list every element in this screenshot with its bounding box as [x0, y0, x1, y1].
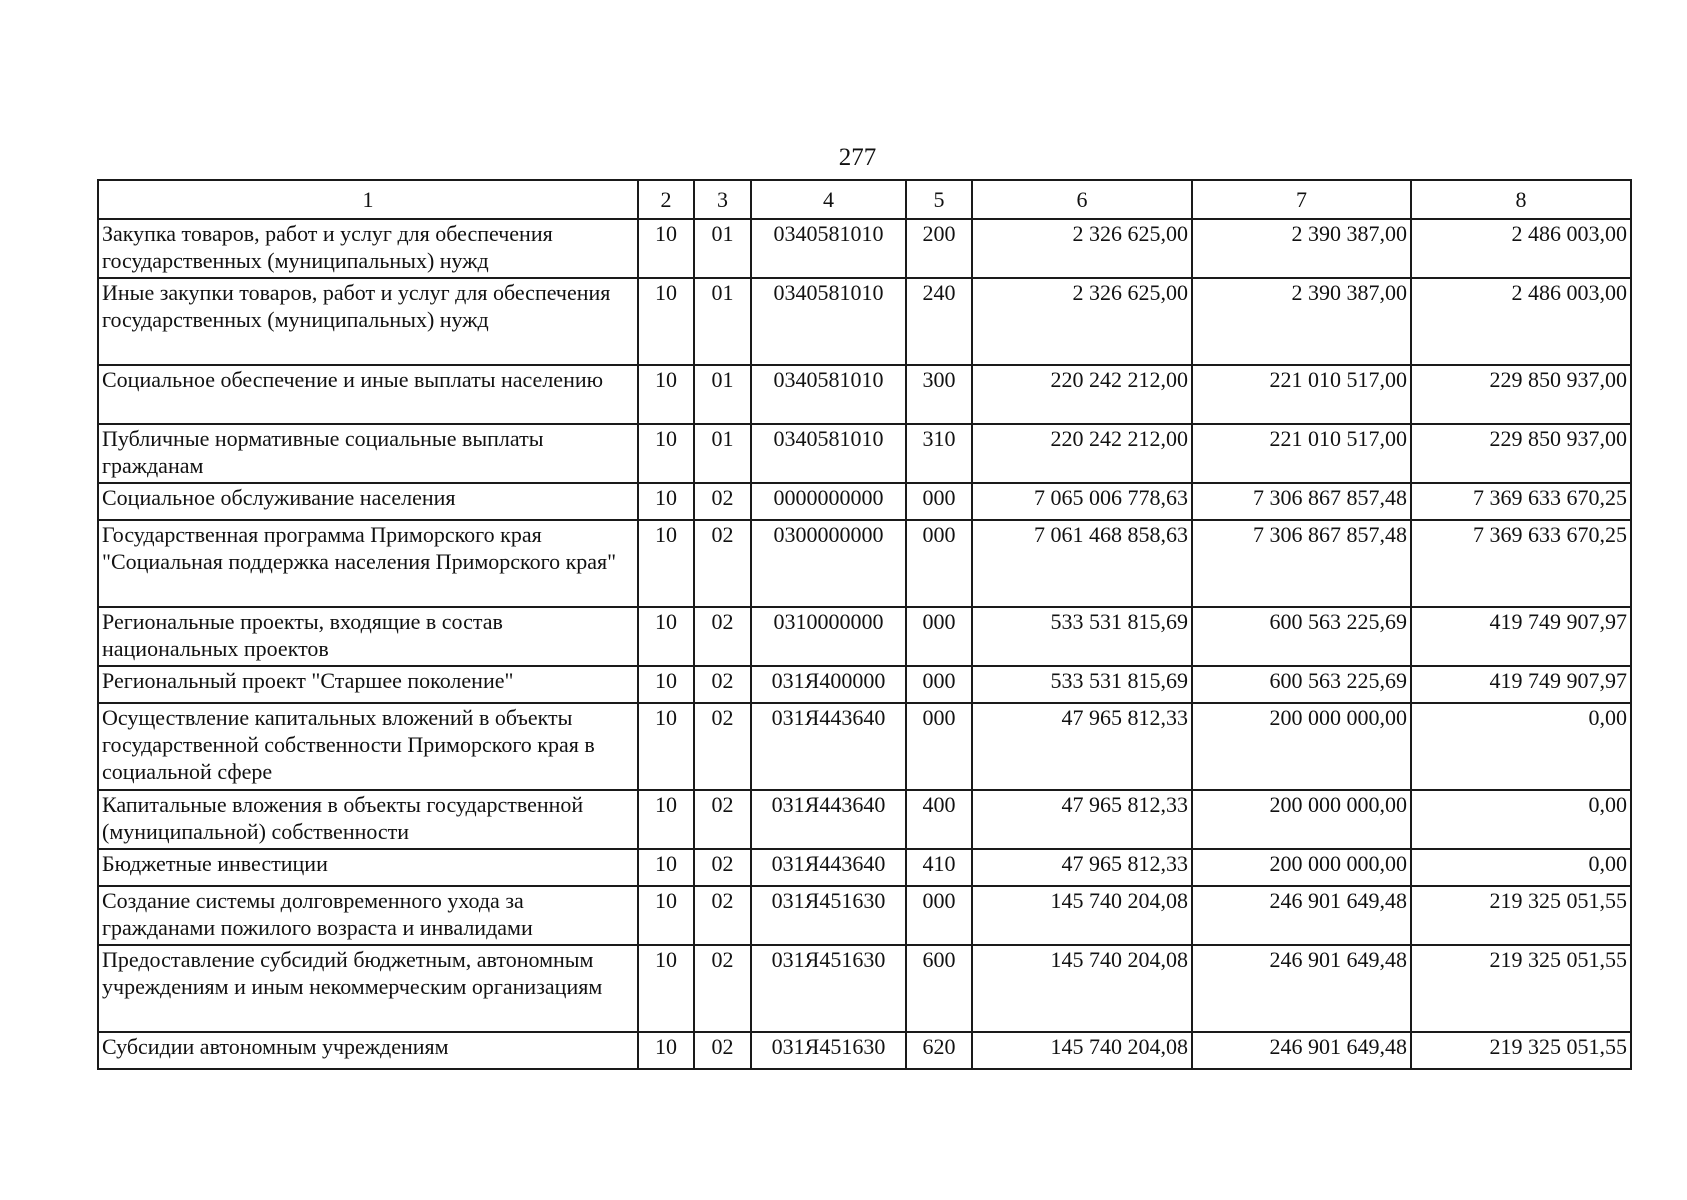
amount-col-6: 2 326 625,00: [972, 278, 1192, 365]
target-article-code: 031Я443640: [751, 703, 906, 790]
column-header: 4: [751, 180, 906, 219]
table-row: [98, 219, 1631, 278]
section-code: 10: [638, 886, 694, 945]
table-row: [98, 790, 1631, 849]
subsection-code: 02: [694, 886, 751, 945]
amount-col-6: 145 740 204,08: [972, 886, 1192, 945]
row-name: Бюджетные инвестиции: [98, 849, 638, 886]
table-row: [98, 607, 1631, 666]
section-code: 10: [638, 849, 694, 886]
section-code: 10: [638, 703, 694, 790]
amount-col-8: 7 369 633 670,25: [1411, 520, 1631, 607]
amount-col-7: 600 563 225,69: [1192, 607, 1411, 666]
amount-col-6: 2 326 625,00: [972, 219, 1192, 278]
expense-type-code: 200: [906, 219, 972, 278]
amount-col-7: 221 010 517,00: [1192, 424, 1411, 483]
column-header: 3: [694, 180, 751, 219]
target-article-code: 0340581010: [751, 424, 906, 483]
subsection-code: 01: [694, 278, 751, 365]
amount-col-7: 200 000 000,00: [1192, 703, 1411, 790]
target-article-code: 031Я451630: [751, 1032, 906, 1069]
amount-col-8: 7 369 633 670,25: [1411, 483, 1631, 520]
section-code: 10: [638, 365, 694, 424]
row-name: Осуществление капитальных вложений в объекты государственной собственности Приморского края в социальной сфере: [98, 703, 638, 790]
section-code: 10: [638, 790, 694, 849]
budget-table: [97, 179, 1632, 1070]
target-article-code: 031Я400000: [751, 666, 906, 703]
target-article-code: 031Я451630: [751, 945, 906, 1032]
amount-col-6: 145 740 204,08: [972, 945, 1192, 1032]
row-name: Субсидии автономным учреждениям: [98, 1032, 638, 1069]
expense-type-code: 410: [906, 849, 972, 886]
amount-col-8: 229 850 937,00: [1411, 365, 1631, 424]
amount-col-8: 219 325 051,55: [1411, 886, 1631, 945]
header-row: [98, 180, 1631, 219]
table-row: [98, 666, 1631, 703]
subsection-code: 02: [694, 520, 751, 607]
expense-type-code: 000: [906, 703, 972, 790]
amount-col-8: 0,00: [1411, 790, 1631, 849]
amount-col-8: 0,00: [1411, 849, 1631, 886]
expense-type-code: 240: [906, 278, 972, 365]
table-row: [98, 278, 1631, 365]
amount-col-7: 600 563 225,69: [1192, 666, 1411, 703]
column-header: 8: [1411, 180, 1631, 219]
amount-col-7: 246 901 649,48: [1192, 945, 1411, 1032]
target-article-code: 0300000000: [751, 520, 906, 607]
page-number: 277: [838, 144, 877, 171]
section-code: 10: [638, 1032, 694, 1069]
section-code: 10: [638, 945, 694, 1032]
target-article-code: 031Я443640: [751, 790, 906, 849]
table-row: [98, 483, 1631, 520]
amount-col-7: 7 306 867 857,48: [1192, 483, 1411, 520]
subsection-code: 01: [694, 365, 751, 424]
target-article-code: 0340581010: [751, 219, 906, 278]
target-article-code: 0000000000: [751, 483, 906, 520]
table-row: [98, 849, 1631, 886]
amount-col-8: 419 749 907,97: [1411, 607, 1631, 666]
expense-type-code: 000: [906, 520, 972, 607]
column-header: 2: [638, 180, 694, 219]
row-name: Предоставление субсидий бюджетным, автономным учреждениям и иным некоммерческим организациям: [98, 945, 638, 1032]
expense-type-code: 000: [906, 483, 972, 520]
amount-col-7: 246 901 649,48: [1192, 886, 1411, 945]
section-code: 10: [638, 219, 694, 278]
amount-col-7: 200 000 000,00: [1192, 790, 1411, 849]
table-row: [98, 520, 1631, 607]
table-row: [98, 424, 1631, 483]
table-row: [98, 886, 1631, 945]
row-name: Социальное обеспечение и иные выплаты населению: [98, 365, 638, 424]
row-name: Иные закупки товаров, работ и услуг для обеспечения государственных (муниципальных) нужд: [98, 278, 638, 365]
row-name: Создание системы долговременного ухода за гражданами пожилого возраста и инвалидами: [98, 886, 638, 945]
amount-col-7: 2 390 387,00: [1192, 278, 1411, 365]
subsection-code: 02: [694, 790, 751, 849]
amount-col-6: 7 061 468 858,63: [972, 520, 1192, 607]
expense-type-code: 600: [906, 945, 972, 1032]
row-name: Региональные проекты, входящие в состав национальных проектов: [98, 607, 638, 666]
amount-col-8: 219 325 051,55: [1411, 945, 1631, 1032]
subsection-code: 01: [694, 219, 751, 278]
subsection-code: 02: [694, 483, 751, 520]
amount-col-7: 200 000 000,00: [1192, 849, 1411, 886]
subsection-code: 02: [694, 945, 751, 1032]
table-row: [98, 945, 1631, 1032]
row-name: Социальное обслуживание населения: [98, 483, 638, 520]
section-code: 10: [638, 607, 694, 666]
target-article-code: 031Я451630: [751, 886, 906, 945]
amount-col-7: 246 901 649,48: [1192, 1032, 1411, 1069]
amount-col-6: 47 965 812,33: [972, 703, 1192, 790]
expense-type-code: 310: [906, 424, 972, 483]
section-code: 10: [638, 520, 694, 607]
row-name: Государственная программа Приморского края "Социальная поддержка населения Приморского края": [98, 520, 638, 607]
expense-type-code: 400: [906, 790, 972, 849]
amount-col-7: 7 306 867 857,48: [1192, 520, 1411, 607]
table-row: [98, 1032, 1631, 1069]
amount-col-7: 221 010 517,00: [1192, 365, 1411, 424]
amount-col-6: 7 065 006 778,63: [972, 483, 1192, 520]
subsection-code: 02: [694, 607, 751, 666]
amount-col-8: 2 486 003,00: [1411, 219, 1631, 278]
subsection-code: 02: [694, 849, 751, 886]
amount-col-8: 229 850 937,00: [1411, 424, 1631, 483]
amount-col-7: 2 390 387,00: [1192, 219, 1411, 278]
target-article-code: 0340581010: [751, 365, 906, 424]
amount-col-8: 0,00: [1411, 703, 1631, 790]
amount-col-6: 220 242 212,00: [972, 424, 1192, 483]
expense-type-code: 620: [906, 1032, 972, 1069]
expense-type-code: 000: [906, 666, 972, 703]
table-row: [98, 365, 1631, 424]
table-row: [98, 703, 1631, 790]
target-article-code: 031Я443640: [751, 849, 906, 886]
subsection-code: 02: [694, 1032, 751, 1069]
column-header: 5: [906, 180, 972, 219]
subsection-code: 01: [694, 424, 751, 483]
subsection-code: 02: [694, 703, 751, 790]
amount-col-6: 47 965 812,33: [972, 790, 1192, 849]
amount-col-6: 533 531 815,69: [972, 666, 1192, 703]
column-header: 7: [1192, 180, 1411, 219]
target-article-code: 0340581010: [751, 278, 906, 365]
amount-col-8: 419 749 907,97: [1411, 666, 1631, 703]
section-code: 10: [638, 666, 694, 703]
row-name: Публичные нормативные социальные выплаты гражданам: [98, 424, 638, 483]
section-code: 10: [638, 483, 694, 520]
amount-col-8: 219 325 051,55: [1411, 1032, 1631, 1069]
section-code: 10: [638, 424, 694, 483]
amount-col-6: 145 740 204,08: [972, 1032, 1192, 1069]
section-code: 10: [638, 278, 694, 365]
expense-type-code: 000: [906, 607, 972, 666]
amount-col-6: 220 242 212,00: [972, 365, 1192, 424]
amount-col-6: 533 531 815,69: [972, 607, 1192, 666]
column-header: 6: [972, 180, 1192, 219]
row-name: Закупка товаров, работ и услуг для обеспечения государственных (муниципальных) нужд: [98, 219, 638, 278]
target-article-code: 0310000000: [751, 607, 906, 666]
row-name: Капитальные вложения в объекты государственной (муниципальной) собственности: [98, 790, 638, 849]
amount-col-6: 47 965 812,33: [972, 849, 1192, 886]
subsection-code: 02: [694, 666, 751, 703]
expense-type-code: 000: [906, 886, 972, 945]
expense-type-code: 300: [906, 365, 972, 424]
column-header: 1: [98, 180, 638, 219]
row-name: Региональный проект "Старшее поколение": [98, 666, 638, 703]
amount-col-8: 2 486 003,00: [1411, 278, 1631, 365]
